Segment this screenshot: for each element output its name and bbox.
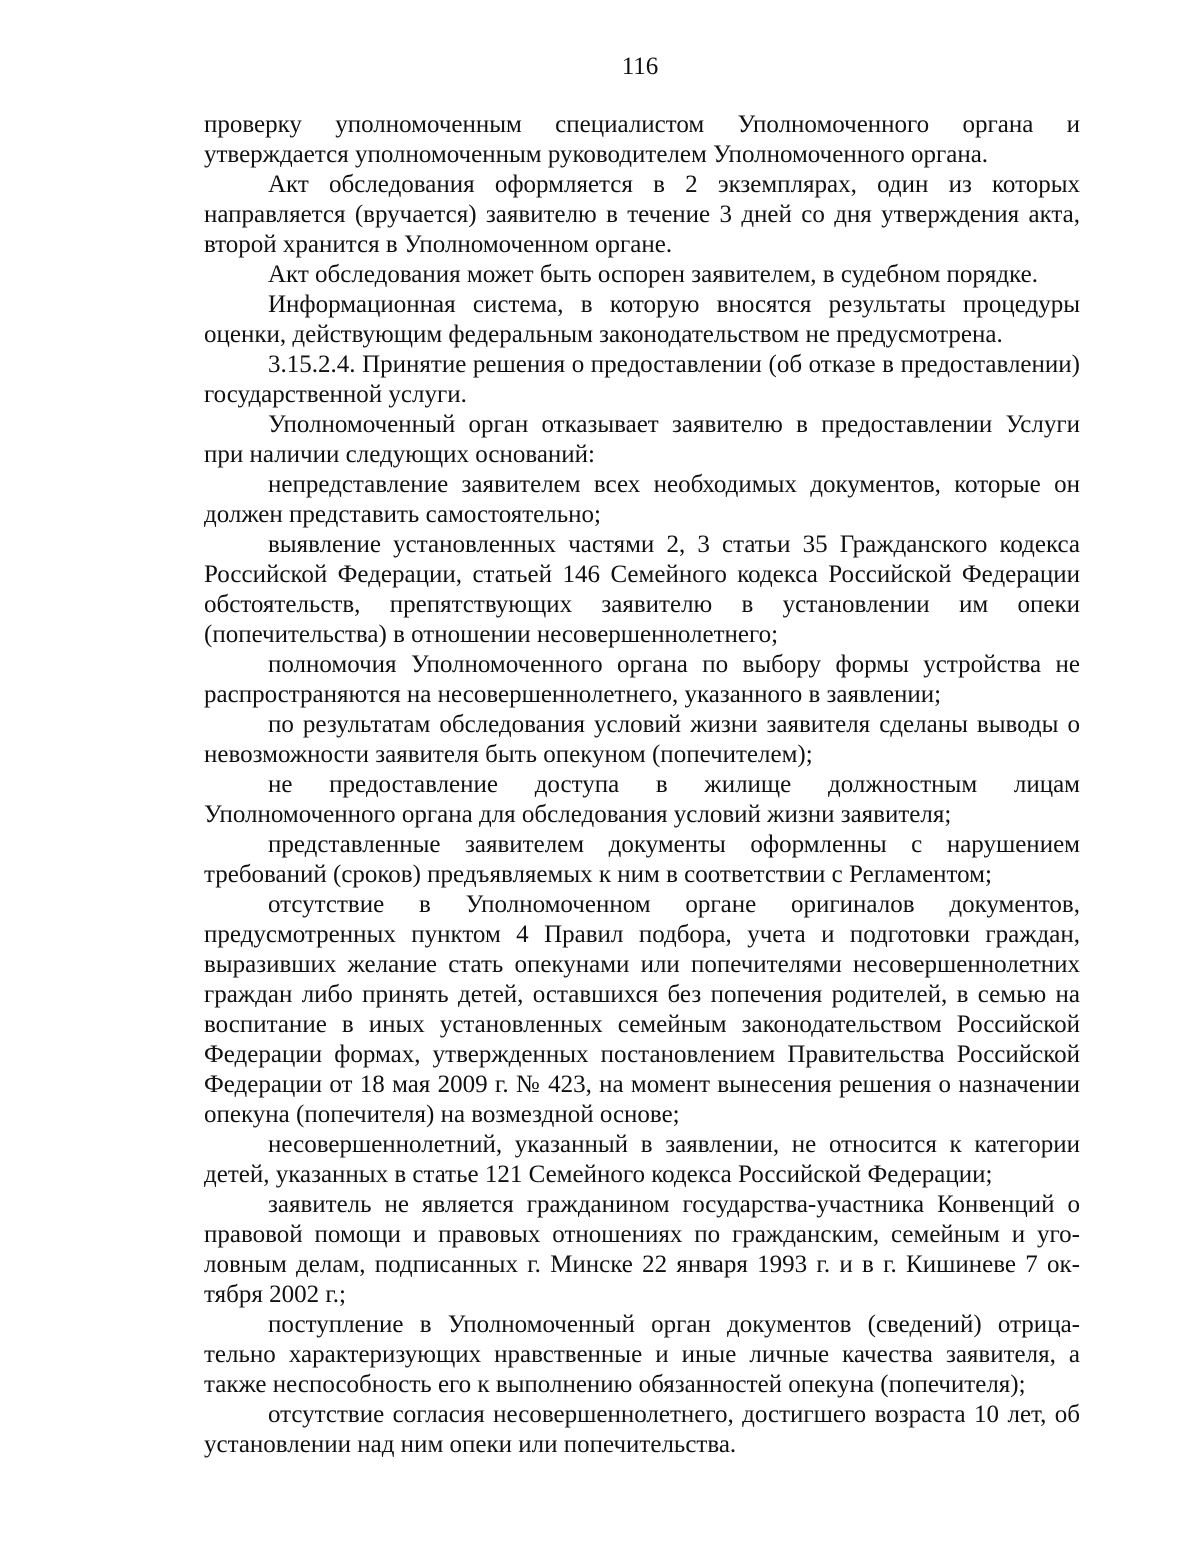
paragraph-17: отсутствие согласия несовершеннолетнего, достигшего возраста 10 лет, об установлении над ним опеки или попечительства. [204,1401,1080,1458]
paragraph-1: проверку уполномоченным специалистом Уполномоченного органа и утверждается уполномоченным руководителем Уполномоченного органа. [204,111,1080,168]
paragraph-6: Уполномоченный орган отказывает заявителю в предоставлении Услуги при наличии следующих оснований: [204,411,1080,468]
document-body [204,110,1080,1460]
paragraph-15: заявитель не является гражданином государства-участника Конвенций о правовой помощи и правовых отношениях по гражданским, семейным и уголовным делам, подписанных г. Минске 22 января 1993 г. и в г. Кишиневе 7 октября 2002 г.; [204,1191,1080,1308]
paragraph-3: Акт обследования может быть оспорен заявителем, в судебном порядке. [268,261,1039,288]
paragraph-2: Акт обследования оформляется в 2 экземплярах, один из которых направляется (вручается) заявителю в течение 3 дней со дня утверждения акта, второй хранится в Уполномоченном органе. [204,171,1080,258]
paragraph-4: Информационная система, в которую вносятся результаты процедуры оценки, действующим федеральным законодательством не предусмотрена. [204,291,1080,348]
paragraph-11: не предоставление доступа в жилище должностным лицам Уполномоченного органа для обследования условий жизни заявителя; [204,771,1080,828]
paragraph-5: 3.15.2.4. Принятие решения о предоставлении (об отказе в предоставлении) государственной услуги. [204,351,1080,408]
paragraph-8: выявление установленных частями 2, 3 статьи 35 Гражданского кодекса Российской Федерации, статьей 146 Семейного кодекса Российской Федерации обстоятельств, препятствующих заявителю в установлении им опеки (попечительства) в отношении несовершеннолетнего; [204,531,1080,648]
paragraph-7: непредставление заявителем всех необходимых документов, которые он должен представить самостоятельно; [204,471,1080,528]
paragraph-14: несовершеннолетний, указанный в заявлении, не относится к категории детей, указанных в статье 121 Семейного кодекса Российской Федерации; [204,1131,1080,1188]
paragraph-13: отсутствие в Уполномоченном органе оригиналов документов, предусмотренных пунктом 4 Правил подбора, учета и подготовки граждан, выразивших желание стать опекунами или попечителями несовершеннолетних граждан либо принять детей, оставшихся без попечения родителей, в семью на воспитание в иных установленных семейным законодательством Российской Федерации формах, утвержденных постановлением Правительства Российской Федерации от 18 мая 2009 г. № 423, на момент вынесения решения о назначении опекуна (попечителя) на возмездной основе; [204,891,1080,1128]
paragraph-12: представленные заявителем документы оформленны с нарушением требований (сроков) предъявляемых к ним в соответствии с Регламентом; [204,831,1080,888]
paragraph-16: поступление в Уполномоченный орган документов (сведений) отрицательно характеризующих нравственные и иные личные качества заявителя, а также неспособность его к выполнению обязанностей опекуна (попечителя); [204,1311,1080,1398]
page-number: 116 [621,53,659,80]
paragraph-9: полномочия Уполномоченного органа по выбору формы устройства не распространяются на несовершеннолетнего, указанного в заявлении; [204,651,1080,708]
paragraph-10: по результатам обследования условий жизни заявителя сделаны выводы о невозможности заявителя быть опекуном (попечителем); [204,711,1080,768]
